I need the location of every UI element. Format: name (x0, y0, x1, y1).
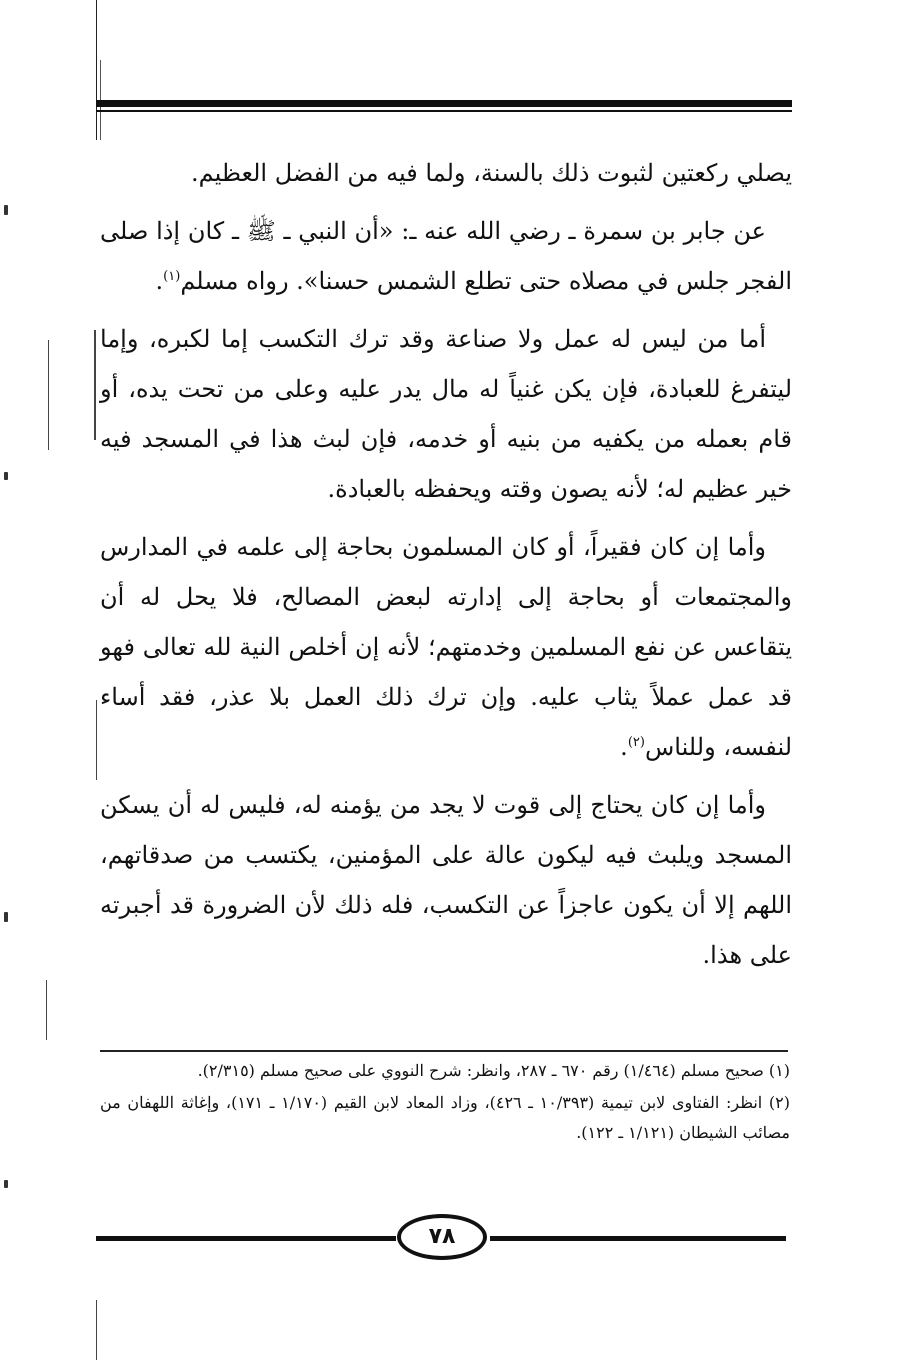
paragraph-text: وأما إن كان فقيراً، أو كان المسلمون بحاجة إلى علمه في المدارس والمجتمعات أو بحاجة إلى إدارته لبعض المصالح، فلا يحل له أن يتقاعس عن نفع المسلمين وخدمتهم؛ لأنه إن أخلص النية لله تعالى فهو قد عمل عملاً يثاب عليه. وإن ترك ذلك العمل بلا عذر، فقد أساء لنفسه، وللناس (100, 533, 792, 761)
scan-margin-mark (96, 1300, 97, 1360)
footnote-marker: (١) (163, 269, 181, 284)
paragraph-text: وأما إن كان يحتاج إلى قوت لا يجد من يؤمنه له، فليس له أن يسكن المسجد ويلبث فيه ليكون عالة على المؤمنين، يكتسب من صدقاتهم، اللهم إلا أن يكون عاجزاً عن التكسب، فله ذلك لأن الضرورة قد أجبرته على هذا. (100, 791, 792, 969)
scan-margin-mark (46, 980, 47, 1040)
paragraph-text: يصلي ركعتين لثبوت ذلك بالسنة، ولما فيه من الفضل العظيم. (190, 159, 792, 187)
body-paragraph (100, 314, 792, 514)
scan-speck (4, 472, 8, 480)
paragraph-text: أما من ليس له عمل ولا صناعة وقد ترك التكسب إما لكبره، وإما ليتفرغ للعبادة، فإن يكن غنياً له مال يدر عليه وعلى من تحت يده، أو قام بعمله من يكفيه من بنيه أو خدمه، فإن لبث هذا في المسجد فيه خير عظيم له؛ لأنه يصون وقته ويحفظه بالعبادة. (100, 325, 792, 503)
body-paragraph (100, 206, 792, 306)
footnote-separator (100, 1050, 788, 1052)
scan-gutter-line (96, 0, 97, 140)
header-rule (96, 100, 792, 107)
scan-margin-mark (96, 700, 97, 780)
paragraph-tail: . (620, 733, 628, 761)
scan-speck (4, 1180, 8, 1188)
body-paragraph (100, 522, 792, 772)
paragraph-tail: . (155, 267, 164, 295)
scan-speck (4, 205, 8, 215)
page-number-rule-left (96, 1236, 396, 1241)
footnote-marker: (٢) (627, 735, 645, 750)
paragraph-text: عن جابر بن سمرة ـ رضي الله عنه ـ: «أن النبي ـ ﷺ ـ كان إذا صلى الفجر جلس في مصلاه حتى تطلع الشمس حسنا». رواه مسلم (100, 217, 792, 295)
page-number: ٧٨ (397, 1214, 487, 1260)
body-paragraph (100, 148, 792, 198)
scan-margin-mark (94, 330, 96, 440)
header-rule-thin (96, 110, 792, 112)
body-text (100, 148, 792, 988)
footnote-1: (١) صحيح مسلم (١/٤٦٤) رقم ٦٧٠ ـ ٢٨٧، وانظر: شرح النووي على صحيح مسلم (٢/٣١٥). (197, 1061, 790, 1080)
footnote-2: (٢) انظر: الفتاوى لابن تيمية (١٠/٣٩٣ ـ ٤٢٦)، وزاد المعاد لابن القيم (١/١٧٠ ـ ١٧١)، وإغاثة اللهفان من مصائب الشيطان (١/١٢١ ـ ١٢٢). (100, 1093, 791, 1142)
body-paragraph (100, 780, 792, 980)
page-number-rule-right (490, 1236, 786, 1241)
scan-margin-mark (48, 340, 49, 450)
scan-speck (4, 912, 8, 922)
footnotes (100, 1056, 790, 1150)
